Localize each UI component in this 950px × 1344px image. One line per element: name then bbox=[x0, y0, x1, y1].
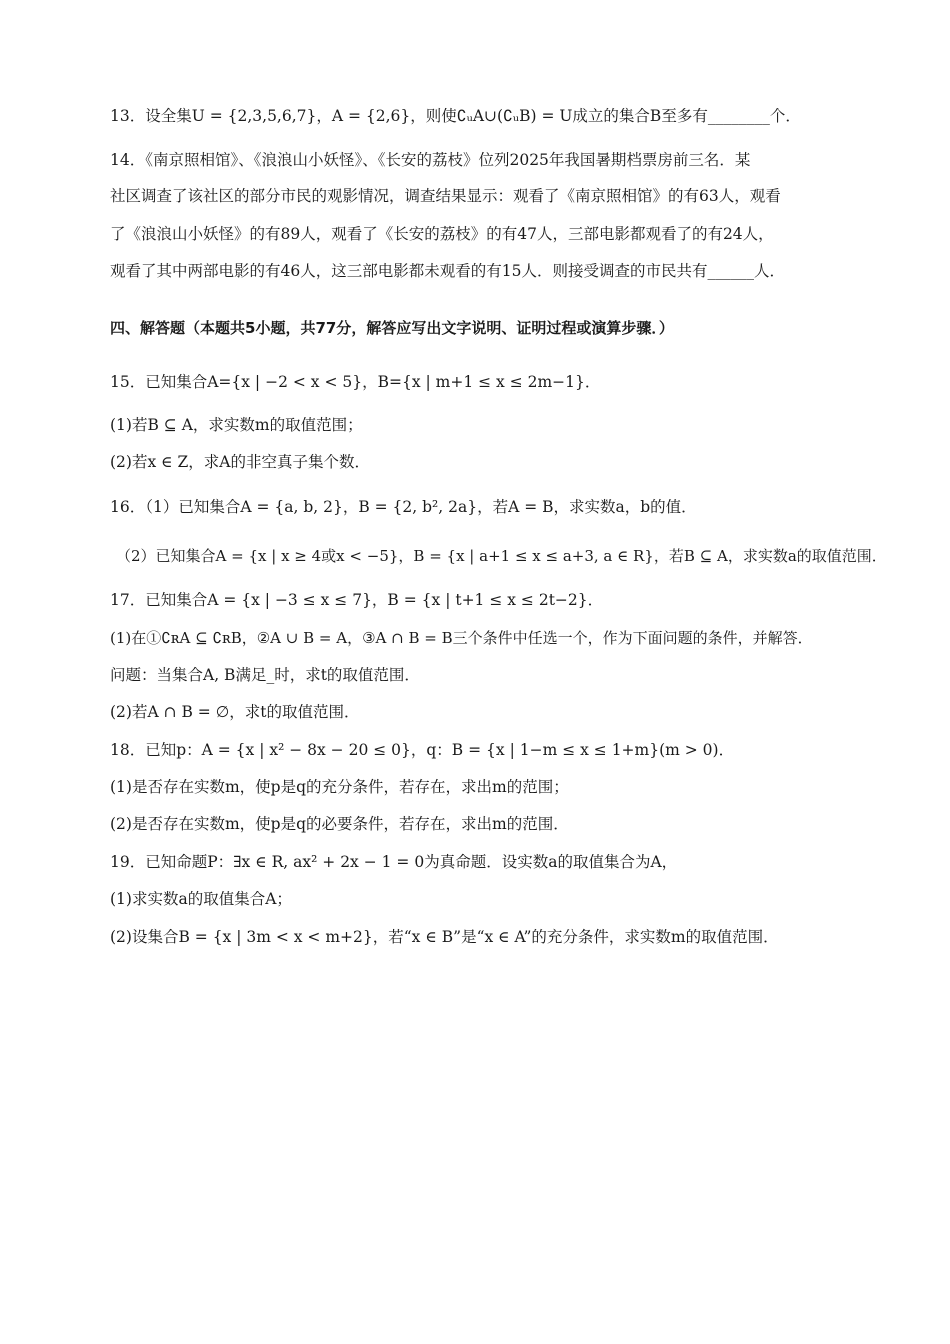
question-16-part-1: 16．（1）已知集合A = {a, b, 2}，B = {2, b², 2a}，若A = B，求实数a，b的值． bbox=[110, 498, 697, 516]
question-14-line-4: 观看了其中两部电影的有46人，这三部电影都未观看的有15人．则接受调查的市民共有______人． bbox=[110, 262, 785, 280]
question-14-line-1: 14．《南京照相馆》、《浪浪山小妖怪》、《长安的荔枝》位列2025年我国暑期档票房前三名．某 bbox=[110, 151, 751, 169]
section-4-heading: 四、解答题（本题共5小题，共77分，解答应写出文字说明、证明过程或演算步骤．） bbox=[110, 319, 674, 337]
question-15-part-2: (2)若x ∈ Z，求A的非空真子集个数． bbox=[110, 453, 370, 471]
question-17-part-1: (1)在①∁ʀA ⊆ ∁ʀB，②A ∪ B = A，③A ∩ B = B三个条件中任选一个，作为下面问题的条件，并解答． bbox=[110, 629, 813, 647]
question-18-stem: 18．已知p：A = {x | x² − 8x − 20 ≤ 0}，q：B = {x | 1−m ≤ x ≤ 1+m}(m > 0)． bbox=[110, 741, 735, 759]
question-15-part-1: (1)若B ⊆ A，求实数m的取值范围； bbox=[110, 416, 363, 434]
question-19-part-2: (2)设集合B = {x | 3m < x < m+2}，若“x ∈ B”是“x ∈ A”的充分条件，求实数m的取值范围． bbox=[110, 928, 779, 946]
question-14-line-3: 了《浪浪山小妖怪》的有89人，观看了《长安的荔枝》的有47人，三部电影都观看了的有24人， bbox=[110, 225, 774, 243]
question-13: 13．设全集U = {2,3,5,6,7}，A = {2,6}，则使∁ᵤA∪(∁ᵤB) = U成立的集合B至多有________个． bbox=[110, 107, 801, 125]
question-16-part-2: （2）已知集合A = {x | x ≥ 4或x < −5}，B = {x | a+1 ≤ x ≤ a+3, a ∈ R}，若B ⊆ A，求实数a的取值范围． bbox=[116, 547, 887, 565]
question-18-part-2: (2)是否存在实数m，使p是q的必要条件，若存在，求出m的范围． bbox=[110, 815, 569, 833]
question-19-part-1: (1)求实数a的取值集合A； bbox=[110, 890, 292, 908]
question-18-part-1: (1)是否存在实数m，使p是q的充分条件，若存在，求出m的范围； bbox=[110, 778, 569, 796]
question-17-part-1-question: 问题：当集合A, B满足_时，求t的取值范围． bbox=[110, 666, 420, 684]
question-17-part-2: (2)若A ∩ B = ∅，求t的取值范围． bbox=[110, 703, 360, 721]
question-14-line-2: 社区调查了该社区的部分市民的观影情况，调查结果显示：观看了《南京照相馆》的有63人，观看 bbox=[110, 187, 781, 205]
question-19-stem: 19．已知命题P：∃x ∈ R, ax² + 2x − 1 = 0为真命题．设实数a的取值集合为A， bbox=[110, 853, 678, 871]
question-17-stem: 17．已知集合A = {x | −3 ≤ x ≤ 7}，B = {x | t+1 ≤ x ≤ 2t−2}． bbox=[110, 591, 604, 609]
question-15-stem: 15．已知集合A={x | −2 < x < 5}，B={x | m+1 ≤ x ≤ 2m−1}． bbox=[110, 373, 601, 391]
